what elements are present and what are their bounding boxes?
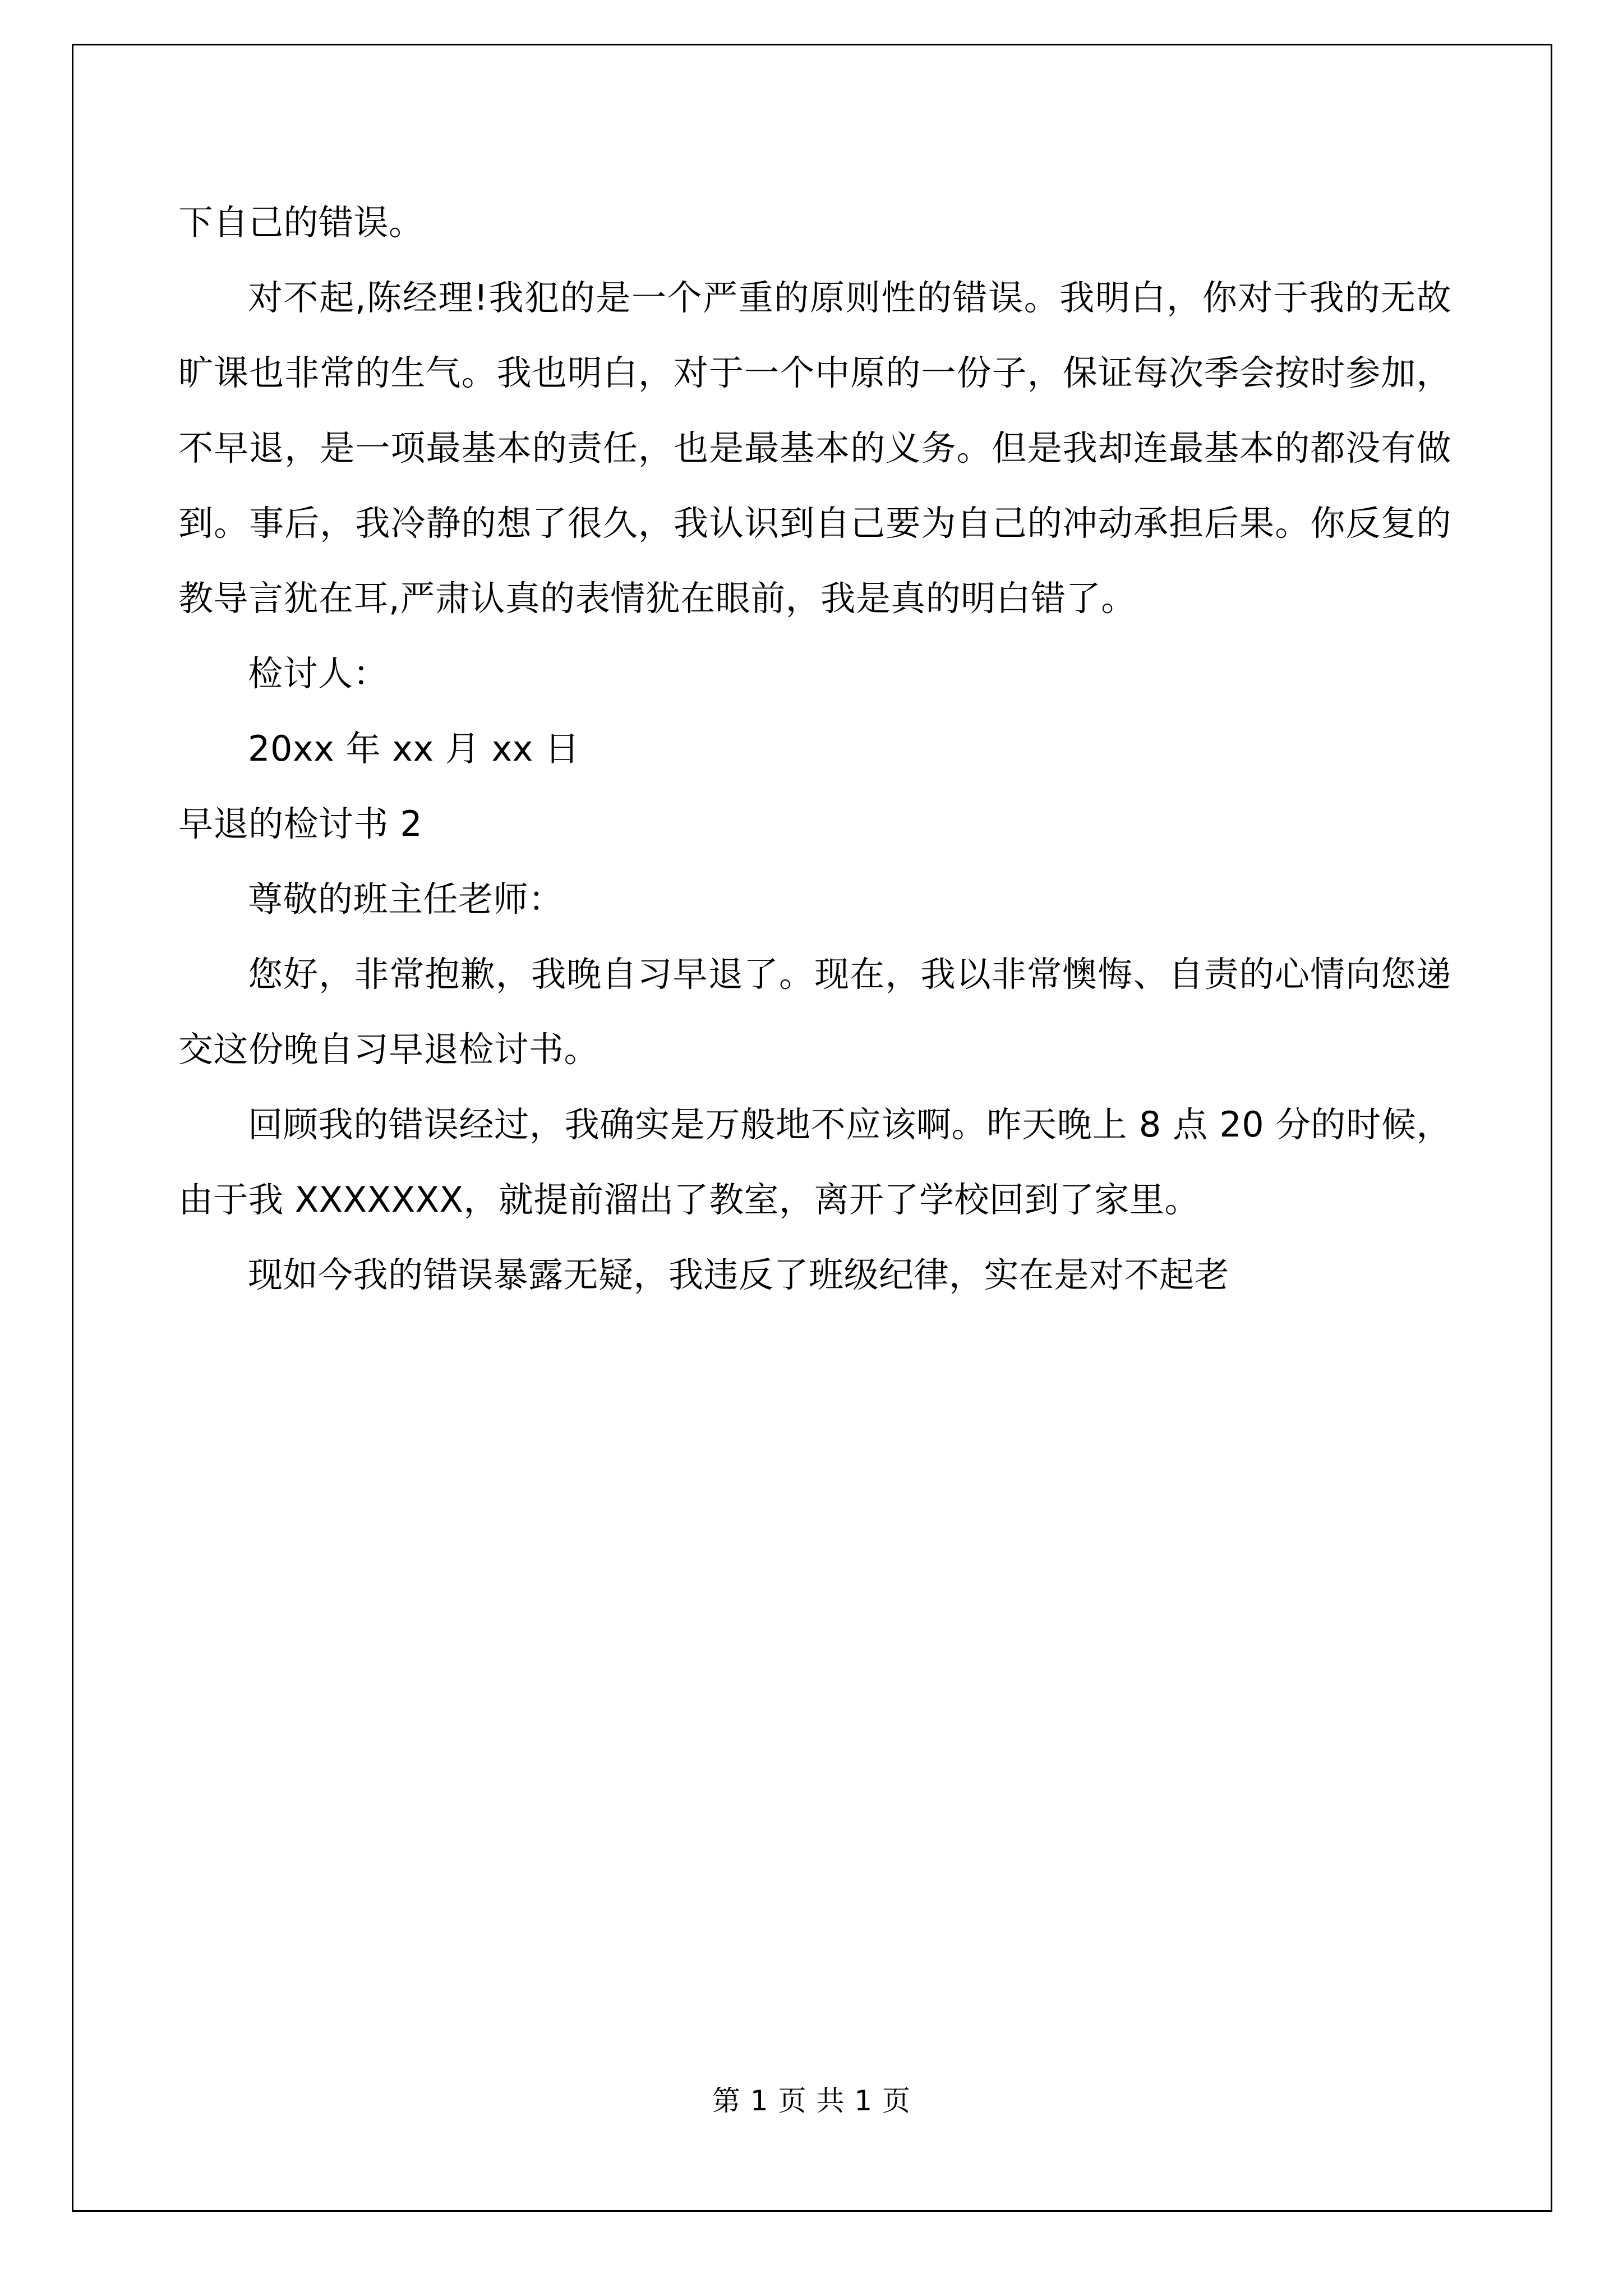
paragraph-date: 20xx 年 xx 月 xx 日 xyxy=(248,728,580,769)
paragraph-7: 回顾我的错误经过，我确实是万般地不应该啊。昨天晚上 8 点 20 分的时候，由于我 XXXXXXX，就提前溜出了教室，离开了学校回到了家里。 xyxy=(178,1104,1451,1220)
paragraph-salutation: 尊敬的班主任老师： xyxy=(248,878,564,919)
paragraph-signature-label: 检讨人： xyxy=(248,653,389,694)
paragraph-8: 现如今我的错误暴露无疑，我违反了班级纪律，实在是对不起老 xyxy=(248,1254,1230,1295)
section-heading-2: 早退的检讨书 2 xyxy=(178,803,423,844)
page-footer: 第 1 页 共 1 页 xyxy=(712,2085,911,2117)
document-body xyxy=(178,185,1451,1313)
paragraph-1: 下自己的错误。 xyxy=(178,202,424,243)
paragraph-6: 您好，非常抱歉，我晚自习早退了。现在，我以非常懊悔、自责的心情向您递交这份晚自习早退检讨书。 xyxy=(178,954,1451,1070)
paragraph-2: 对不起,陈经理!我犯的是一个严重的原则性的错误。我明白，你对于我的无故旷课也非常的生气。我也明白，对于一个中原的一份子，保证每次季会按时参加，不早退，是一项最基本的责任，也是最基本的义务。但是我却连最基本的都没有做到。事后，我冷静的想了很久，我认识到自己要为自己的冲动承担后果。你反复的教导言犹在耳,严肃认真的表情犹在眼前，我是真的明白错了。 xyxy=(178,277,1451,619)
